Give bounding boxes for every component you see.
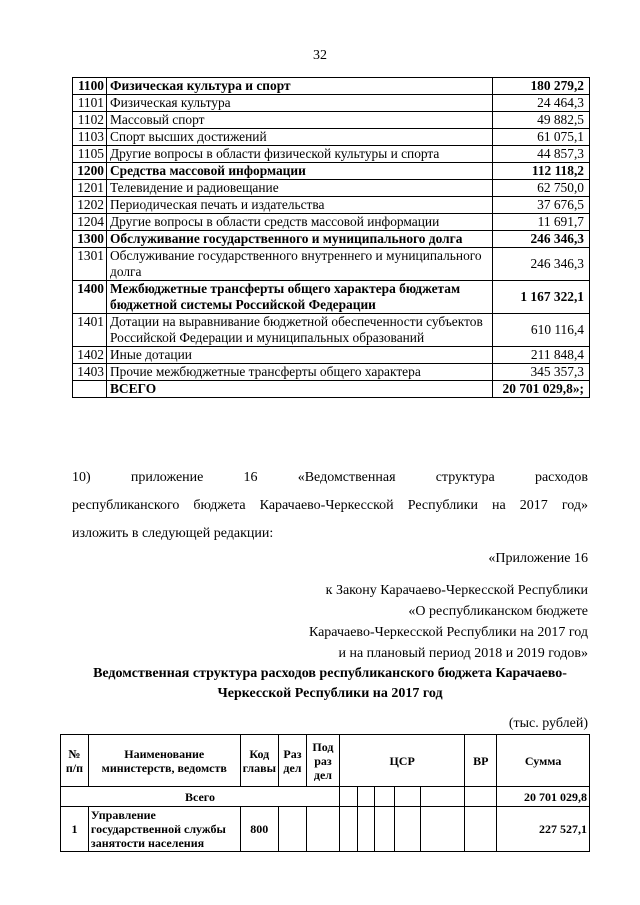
units-label: (тыс. рублей) [508,716,588,731]
total-sum: 20 701 029,8 [497,787,590,807]
section-sum: 610 116,4 [493,314,590,347]
table-row [61,807,590,852]
section-sum: 62 750,0 [493,180,590,197]
section-code [73,381,107,398]
table-row [73,112,590,129]
section-sum: 20 701 029,8»; [493,381,590,398]
section-name: Другие вопросы в области средств массовой информации [107,214,493,231]
header-num: № п/п [61,735,89,787]
table-row [73,231,590,248]
table-row [73,163,590,180]
header-podrazdel: Под раз дел [306,735,339,787]
row-code: 800 [240,807,278,852]
section-sum: 37 676,5 [493,197,590,214]
header-vr: ВР [465,735,497,787]
table-row [73,364,590,381]
section-name: Прочие межбюджетные трансферты общего характера [107,364,493,381]
section-name: Межбюджетные трансферты общего характера бюджетам бюджетной системы Российской Федерации [107,281,493,314]
table-row [73,129,590,146]
section-sum: 11 691,7 [493,214,590,231]
section-sum: 49 882,5 [493,112,590,129]
section-name: Массовый спорт [107,112,493,129]
section-code: 1200 [73,163,107,180]
appendix-ref-line: к Закону Карачаево-Черкесской Республики [325,583,588,598]
table-row [73,347,590,364]
section-sum: 211 848,4 [493,347,590,364]
section-code: 1100 [73,78,107,95]
page-number: 32 [313,48,327,63]
appendix-title: «Приложение 16 [488,551,588,566]
section-code: 1202 [73,197,107,214]
header-razdel: Раз дел [279,735,307,787]
section-code: 1105 [73,146,107,163]
table-row [73,95,590,112]
appendix-ref-line: и на плановый период 2018 и 2019 годов» [338,646,588,661]
section-name: Физическая культура и спорт [107,78,493,95]
header-name: Наименование министерств, ведомств [88,735,240,787]
section-name: Телевидение и радиовещание [107,180,493,197]
section-code: 1401 [73,314,107,347]
section-sum: 61 075,1 [493,129,590,146]
paragraph-line-1: 10) приложение 16 «Ведомственная структура расходов [72,470,588,485]
section-name: Дотации на выравнивание бюджетной обеспеченности субъектов Российской Федерации и муниципальных образований [107,314,493,347]
section-name: Иные дотации [107,347,493,364]
header-sum: Сумма [497,735,590,787]
table-row [73,248,590,281]
section-sum: 44 857,3 [493,146,590,163]
section-sum: 345 357,3 [493,364,590,381]
table-row [73,381,590,398]
table-header-row [61,735,590,787]
section-name: Физическая культура [107,95,493,112]
table-row [73,78,590,95]
row-sum: 227 527,1 [497,807,590,852]
section-code: 1301 [73,248,107,281]
section-name: Периодическая печать и издательства [107,197,493,214]
appendix-ref-line: Карачаево-Черкесской Республики на 2017 год [308,625,588,640]
section-name: Обслуживание государственного внутреннего и муниципального долга [107,248,493,281]
appendix-reference [309,580,588,664]
row-num: 1 [61,807,89,852]
table-row [73,314,590,347]
section-code: 1204 [73,214,107,231]
section-name: ВСЕГО [107,381,493,398]
document-heading: Ведомственная структура расходов республиканского бюджета Карачаево-Черкесской Республики на 2017 год [93,666,567,701]
table-row [73,281,590,314]
paragraph-line-2: республиканского бюджета Карачаево-Черкесской Республики на 2017 год» [72,498,588,513]
section-code: 1102 [73,112,107,129]
row-name: Управление государственной службы занятости населения [88,807,240,852]
section-code: 1103 [73,129,107,146]
section-code: 1101 [73,95,107,112]
header-code: Код главы [240,735,278,787]
table-row [73,180,590,197]
section-sum: 24 464,3 [493,95,590,112]
section-code: 1400 [73,281,107,314]
total-label: Всего [61,787,340,807]
section-sum: 246 346,3 [493,231,590,248]
section-sum: 180 279,2 [493,78,590,95]
section-code: 1403 [73,364,107,381]
section-sum: 112 118,2 [493,163,590,180]
section-name: Другие вопросы в области физической культуры и спорта [107,146,493,163]
table-row [73,197,590,214]
paragraph-line-3: изложить в следующей редакции: [72,526,274,541]
header-csr: ЦСР [339,735,464,787]
section-code: 1201 [73,180,107,197]
section-sum: 1 167 322,1 [493,281,590,314]
section-sum: 246 346,3 [493,248,590,281]
section-name: Спорт высших достижений [107,129,493,146]
departmental-structure-table [60,734,590,852]
total-row [61,787,590,807]
table-row [73,214,590,231]
section-name: Обслуживание государственного и муниципального долга [107,231,493,248]
section-code: 1300 [73,231,107,248]
section-name: Средства массовой информации [107,163,493,180]
expenses-by-section-table [72,77,590,398]
table-row [73,146,590,163]
section-code: 1402 [73,347,107,364]
appendix-ref-line: «О республиканском бюджете [408,604,588,619]
